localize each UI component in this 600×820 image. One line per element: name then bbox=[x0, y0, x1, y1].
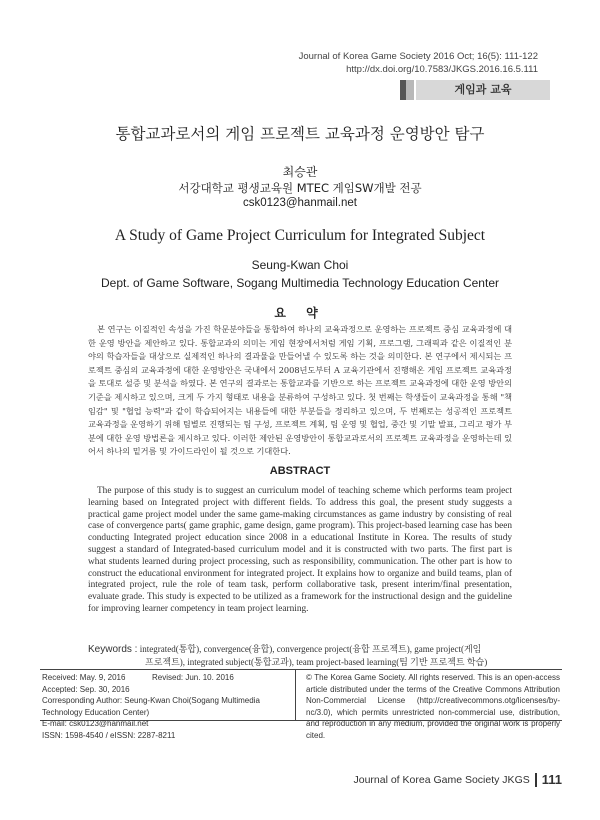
footer-journal: Journal of Korea Game Society JKGS bbox=[353, 773, 530, 786]
issn: ISSN: 1598-4540 / eISSN: 2287-8211 bbox=[42, 730, 176, 740]
korean-abstract-body: 본 연구는 이질적인 속성을 가진 학문분야들을 통합하여 하나의 교육과정으로 운영하는 프로젝트 중심 교육과정에 대한 운영 방안을 제안하고 있다. 통합교과의 의미는 게임 현장에서처럼 게임 기획, 프로그램, 그래픽과 같은 이질적인 분야의 학습자들을 대상으로 실제적인 하나의 결과물을 만들어낼 수 있도록 하는 것을 의미한다. 본 연구에서 제시되는 프로젝트 중심의 교육과정에 대한 운영방안은 국내에서 2008년도부터 A 교육기관에서 진행해온 게임 프로젝트 교육과정을 토대로 설증 및 분석을 하였다. 본 연구의 결과로는 통합교과를 기반으로 하는 프로젝트 교육과정에 대한 운영 방안의 기준을 제시하고 있으며, 크게 두 가지 형태로 내용을 분류하여 구성하고 있다. 첫 번째는 학생들이 교육과정을 통해 "책임감" 및 "협업 능력"과 같이 학습되어지는 내용들에 대한 부분들을 정리하고 있으며, 두 번째로는 성공적인 프로젝트 교육과정을 운영하기 위해 팀별로 진행되는 팀 구성, 프로젝트 계획, 팀 운영 및 협업, 중간 및 기말 발표, 그리고 평가 부분에 대한 운영 방법론을 제시하고 있다. 이러한 제안된 운영방안이 통합교과로서의 프로젝트 교육과정을 운영하는데 있어서 하나의 밑거름 및 가이드라인이 될 것으로 기대한다. bbox=[88, 324, 512, 457]
page-number: 111 bbox=[541, 772, 562, 787]
korean-author: 최승관 bbox=[282, 165, 318, 179]
section-tab bbox=[400, 80, 550, 100]
article-info bbox=[42, 672, 292, 741]
info-column-divider bbox=[295, 669, 296, 720]
keywords-row-1 bbox=[88, 643, 518, 656]
footer-separator bbox=[535, 773, 537, 787]
citation-line: Journal of Korea Game Society 2016 Oct; 16(5): 111-122 bbox=[298, 51, 538, 62]
korean-affiliation: 서강대학교 평생교육원 MTEC 게임SW개발 전공 bbox=[178, 181, 422, 195]
doi-link[interactable]: http://dx.doi.org/10.7583/JKGS.2016.16.5.111 bbox=[346, 64, 538, 75]
accepted-date: Accepted: Sep. 30, 2016 bbox=[42, 684, 130, 694]
section-tab-marker-light bbox=[406, 80, 414, 100]
english-author: Seung-Kwan Choi bbox=[251, 258, 349, 272]
keywords-line-1: integrated(통합), convergence(융합), convergence project(융합 프로젝트), game project(게임 bbox=[139, 644, 482, 654]
keywords-label: Keywords : bbox=[88, 644, 138, 655]
keywords-line-2: 프로젝트), integrated subject(통합교과), team project-based learning(팀 기반 프로젝트 학습) bbox=[145, 657, 488, 667]
license-notice: © The Korea Game Society. All rights reserved. This is an open-access article distributed under the terms of the Creative Commons Attribution Non-Commercial License (http://creativecommons.otg/licenses/by-nc/3.0), which permits unrestricted non-commercial use, distribution, and reproduction in any medium, provided the original work is properly cited. bbox=[306, 673, 560, 740]
revised-date: Revised: Jun. 10. 2016 bbox=[152, 673, 234, 682]
english-title: A Study of Game Project Curriculum for Integrated Subject bbox=[114, 227, 486, 244]
english-abstract-heading: ABSTRACT bbox=[269, 465, 331, 477]
korean-abstract-heading: 요 약 bbox=[274, 306, 326, 320]
journal-header bbox=[299, 50, 538, 76]
dates-row bbox=[42, 672, 292, 684]
page-footer bbox=[353, 772, 562, 787]
english-abstract-body: The purpose of this study is to suggest an curriculum model of teaching scheme which performs team project learning based on Integrated project with different fields. To address this goal, the present study suggests a practical game project model under the same game-making circumstances as game industry by consisting of real case of convergence parts( game graphic, game design, game program). This project-based learning case has been conducting Integrated project education since 2008 in a educational Institute in Korea. The results of study suggest a standard of Integrated-based curriculum model and it is constructed with two parts. The first part is what students learned during project processing, such as responsibility, communication. The other part is how to construct the educational environment for integrated project. It explains how to organize and build teams, plan of integrated project, rule the role of team task, perform collaborative task, present interim/final presentation, evaluate grade. This study is expected to be utilized as a framework for the instructional design and the guideline for improving learner competency in team project learning. bbox=[88, 486, 512, 614]
corresponding-author: Corresponding Author: Seung-Kwan Choi(Sogang Multimedia Technology Education Center) bbox=[42, 696, 260, 717]
corresponding-email[interactable]: E-mail: csk0123@hanmail.net bbox=[42, 719, 149, 728]
received-date: Received: May. 9, 2016 bbox=[42, 673, 126, 682]
author-email[interactable]: csk0123@hanmail.net bbox=[243, 197, 357, 209]
section-tab-label: 게임과 교육 bbox=[454, 83, 512, 96]
info-top-rule bbox=[40, 669, 562, 670]
english-affiliation: Dept. of Game Software, Sogang Multimedia Technology Education Center bbox=[100, 276, 499, 290]
keywords bbox=[88, 643, 518, 668]
korean-title: 통합교과로서의 게임 프로젝트 교육과정 운영방안 탐구 bbox=[115, 125, 485, 143]
